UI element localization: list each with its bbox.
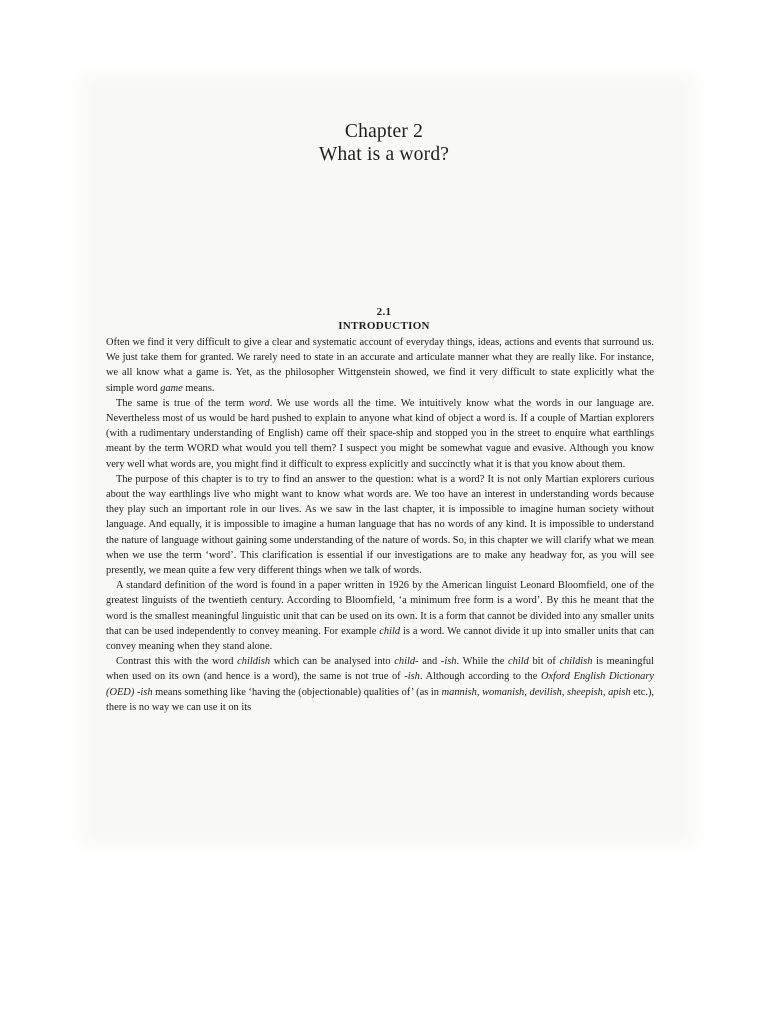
text-run: Contrast this with the word xyxy=(116,656,238,668)
paragraph xyxy=(106,578,654,654)
italic-text: mannish, womanish, devilish, sheepish, apish xyxy=(441,686,631,698)
chapter-heading xyxy=(0,120,768,166)
italic-text: childish xyxy=(237,656,271,668)
italic-text: child xyxy=(508,656,529,668)
text-run: is meaningful when used on its own (and hence is a word), the same is not true of xyxy=(106,656,655,683)
paragraph xyxy=(106,396,654,472)
text-run: which can be analysed into xyxy=(270,656,395,668)
section-heading xyxy=(0,305,768,333)
italic-text: -ish xyxy=(136,686,153,698)
paragraph xyxy=(106,472,654,578)
italic-text: -ish xyxy=(404,671,420,683)
text-run: Often we find it very difficult to give a clear and systematic account of everyday things, ideas, actions and events that surround us. We just take them for granted. We rarely need to state in an accurate and articulate manner what they are really like. For instance, we all know what a game is. Yet, as the philosopher Wittgenstein showed, we find it very difficult to state explicitly what the simple word xyxy=(106,337,654,394)
text-run: etc.), there is no way we can use it on its xyxy=(106,686,655,713)
italic-text: child xyxy=(379,625,401,637)
text-run: . While the xyxy=(456,656,509,668)
chapter-title: What is a word? xyxy=(318,144,450,165)
text-run: means something like ‘having the (objectionable) qualities of’ (as in xyxy=(152,686,442,698)
italic-text: game xyxy=(160,382,183,394)
paragraph xyxy=(106,654,654,715)
text-run: is a word. We cannot divide it up into smaller units that can convey meaning when they stand alone. xyxy=(106,625,655,653)
text-run: The same is true of the term xyxy=(116,397,249,409)
text-run: . We use words all the time. We intuitively know what the words in our language are. Nevertheless most of us would be hard pushed to explain to anyone what kind of object a word is. If a couple of Martian explorers (with a rudimentary understanding of English) came off their space-ship and stopped you in the street to enquire what earthlings meant by the term WORD what would you tell them? I suspect you might be somewhat vague and evasive. Although you know very well what words are, you might find it difficult to express explicitly and succinctly what it is that you know about them. xyxy=(106,397,654,470)
text-run: bit of xyxy=(528,656,560,668)
body-text xyxy=(106,335,654,715)
text-run: The purpose of this chapter is to try to find an answer to the question: what is a word? It is not only Martian explorers curious about the way earthlings live who might want to know what words are. We too have an interest in understanding words because they play such an important role in our lives. As we saw in the last chapter, it is impossible to imagine human society without language. And equally, it is impossible to imagine a human language that has no words of any kind. It is impossible to understand the nature of language without gaining some understanding of the nature of words. So, in this chapter we will clarify what we mean when we use the term ‘word’. This clarification is essential if our investigations are to make any headway for, as you will see presently, we mean quite a few very different things when we talk of words. xyxy=(106,473,654,577)
text-run: . Although according to the xyxy=(419,671,541,683)
chapter-number: Chapter 2 xyxy=(344,121,424,142)
italic-text: childish xyxy=(559,656,593,668)
italic-text: Oxford English Dictionary (OED) xyxy=(106,671,654,698)
section-title: INTRODUCTION xyxy=(338,320,430,332)
italic-text: word xyxy=(248,397,270,409)
italic-text: -ish xyxy=(440,656,457,668)
section-number: 2.1 xyxy=(376,306,392,318)
italic-text: child- xyxy=(394,656,419,668)
text-run: means. xyxy=(182,382,215,394)
text-run: and xyxy=(418,656,441,668)
text-run: A standard definition of the word is found in a paper written in 1926 by the American linguist Leonard Bloomfield, one of the greatest linguists of the twentieth century. According to Bloomfield, ‘a minimum free form is a word’. By this he meant that the word is the smallest meaningful linguistic unit that can be used on its own. It is a form that cannot be divided into any smaller units that can be used independently to convey meaning. For example xyxy=(106,580,654,637)
paragraph xyxy=(106,335,654,396)
